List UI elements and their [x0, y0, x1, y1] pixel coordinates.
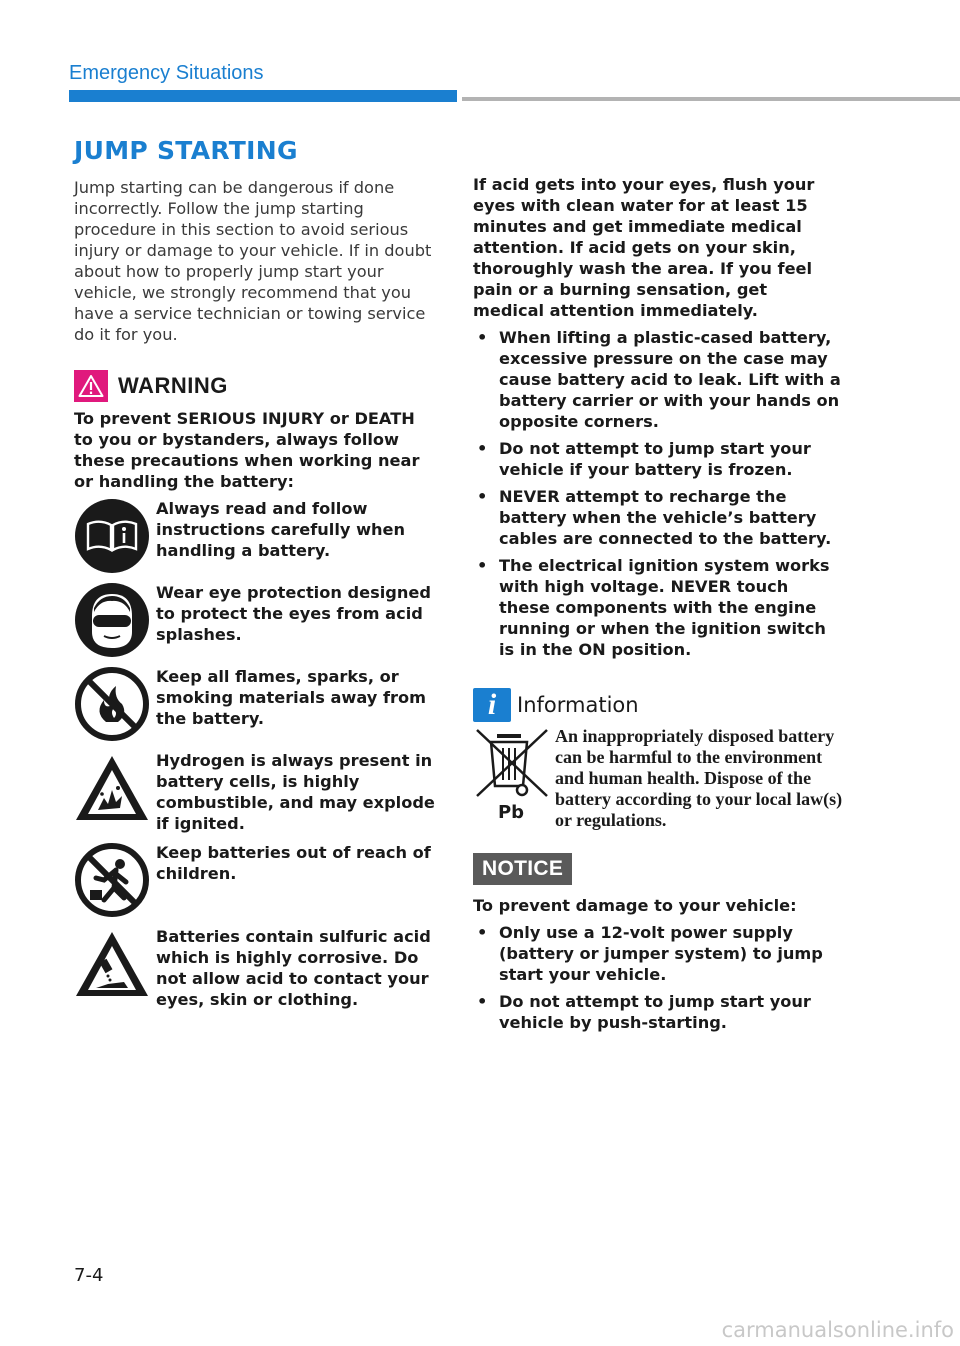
list-item: • NEVER attempt to recharge the battery when the vehicle’s battery cables are connected to the battery. — [477, 487, 832, 548]
acid-warning-text: If acid gets into your eyes, flush your eyes with clean water for at least 15 minutes and get immediate medical attention. If acid gets on your skin, thoroughly wash the area. If you feel pain or a burning sensation, get medical attention immediately. — [473, 175, 815, 320]
list-item: • Do not attempt to jump start your vehicle by push-starting. — [477, 992, 811, 1032]
list-item: • Do not attempt to jump start your vehicle if your battery is frozen. — [477, 439, 811, 479]
section-header: Emergency Situations — [69, 62, 264, 84]
warning-bullet-list — [473, 327, 843, 660]
warning-lead: To prevent SERIOUS INJURY or DEATH to you or bystanders, always follow these precautions when working near or handling the battery: — [74, 409, 420, 491]
keep-children-away-icon — [74, 842, 150, 918]
intro-paragraph: Jump starting can be dangerous if done incorrectly. Follow the jump starting procedure in this section to avoid serious injury or damage to your vehicle. If in doubt about how to properly jump start your vehicle, we strongly recommend that you have a service technician or towing service do it for you. — [74, 178, 432, 344]
header-rule-accent — [69, 90, 457, 102]
footer-watermark: carmanualsonline.info — [721, 1318, 954, 1342]
no-flames-icon — [74, 666, 150, 742]
corrosive-acid-icon — [74, 926, 150, 1002]
pictogram-text: Keep all flames, sparks, or smoking materials away from the battery. — [156, 667, 426, 728]
pictogram-text: Wear eye protection designed to protect the eyes from acid splashes. — [156, 583, 431, 644]
crossed-bin-icon — [473, 726, 553, 831]
pictogram-row — [74, 926, 438, 1010]
pictogram-row — [74, 666, 438, 742]
information-label: Information — [517, 693, 639, 717]
header-rule-gray — [462, 97, 960, 101]
right-column — [473, 174, 843, 1033]
pictogram-text: Hydrogen is always present in battery cells, is highly combustible, and may explode if ignited. — [156, 751, 435, 833]
page-title: JUMP STARTING — [74, 136, 298, 165]
info-icon: i — [473, 688, 511, 722]
information-body — [473, 726, 843, 831]
read-manual-icon — [74, 498, 150, 574]
notice-lead: To prevent damage to your vehicle: — [473, 896, 797, 915]
left-column — [74, 136, 438, 1010]
pictogram-row — [74, 582, 438, 658]
pictogram-row — [74, 842, 438, 918]
information-text: An inappropriately disposed battery can be harmful to the environment and human health. Dispose of the battery according to your local law(s) or regulations. — [555, 726, 843, 830]
warning-heading — [74, 370, 438, 402]
list-item: • When lifting a plastic-cased battery, excessive pressure on the case may cause battery acid to leak. Lift with a battery carrier or with your hands on opposite corners. — [477, 328, 841, 431]
page-number: 7-4 — [74, 1265, 104, 1286]
pictogram-text: Keep batteries out of reach of children. — [156, 843, 431, 883]
explosion-hazard-icon — [74, 750, 150, 826]
pictogram-text: Always read and follow instructions carefully when handling a battery. — [156, 499, 406, 560]
notice-label: NOTICE — [473, 853, 572, 885]
list-item: • Only use a 12-volt power supply (battery or jumper system) to jump start your vehicle. — [477, 923, 823, 984]
warning-triangle-icon — [74, 370, 108, 402]
pictogram-row — [74, 750, 438, 834]
information-heading — [473, 688, 843, 722]
bin-label: Pb — [497, 802, 525, 823]
notice-bullet-list — [473, 922, 843, 1033]
eye-protection-icon — [74, 582, 150, 658]
warning-label: WARNING — [118, 373, 228, 398]
list-item: • The electrical ignition system works with high voltage. NEVER touch these components with the engine running or when the ignition switch is in the ON position. — [477, 556, 830, 659]
pictogram-text: Batteries contain sulfuric acid which is highly corrosive. Do not allow acid to contact your eyes, skin or clothing. — [156, 927, 431, 1009]
pictogram-row — [74, 498, 438, 574]
